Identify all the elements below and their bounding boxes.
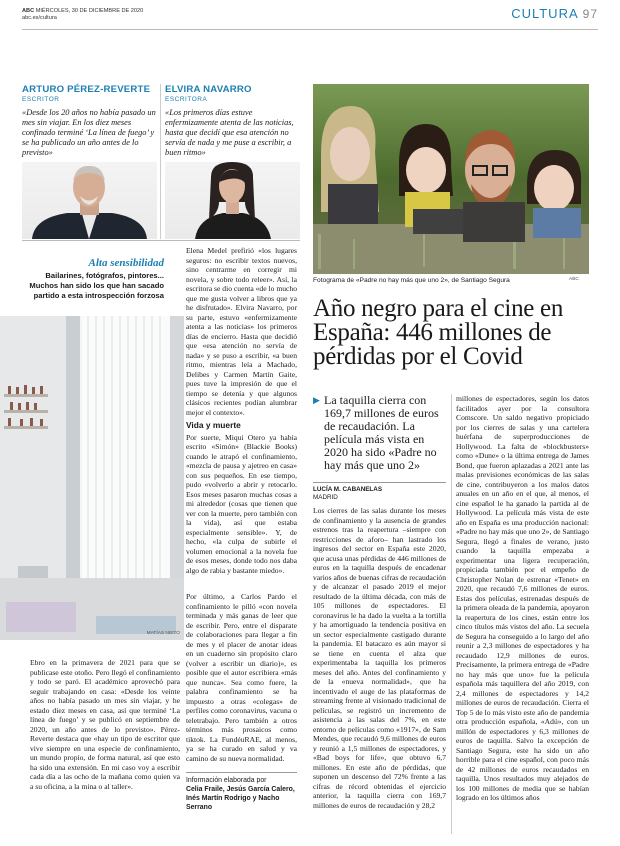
writer-card-elvira-navarro — [165, 84, 300, 158]
credits-box — [186, 772, 297, 812]
page-number: 97 — [582, 7, 598, 21]
sidebar-subhead: Vida y muerte — [186, 420, 241, 430]
dateline: MADRID — [313, 494, 338, 501]
writers-bottom-rule — [22, 240, 300, 241]
lead-triangle-icon: ▶ — [313, 395, 320, 405]
writer-name: ELVIRA NAVARRO — [165, 84, 252, 95]
section-name: CULTURA — [511, 6, 579, 21]
writer-divider — [160, 84, 161, 239]
film-still-photo — [313, 84, 589, 274]
credits-label: Información elaborada por — [186, 777, 267, 784]
author-name: LUCÍA M. CABANELAS — [313, 486, 383, 493]
writer-role: ESCRITORA — [165, 96, 208, 103]
woman-portrait-icon — [165, 162, 300, 239]
interior-window-icon — [0, 316, 184, 640]
header-rule — [22, 29, 598, 30]
photo-caption: Fotograma de «Padre no hay más que uno 2», de Santiago Segura — [313, 277, 510, 284]
section-url[interactable]: abc.es/cultura — [22, 15, 57, 21]
writer-name: ARTURO PÉREZ-REVERTE — [22, 84, 151, 95]
sidebar-photo-credit: MATÍAS NIETO — [146, 631, 180, 636]
sidebar-photo — [0, 316, 184, 640]
photo-credit: ABC — [569, 277, 579, 282]
article-headline: Año negro para el cine en España: 446 millones de pérdidas por el Covid — [313, 295, 564, 370]
credits-names: Celia Fraile, Jesús García Calero, Inés Martín Rodrigo y Nacho Serrano — [186, 786, 295, 811]
article-byline — [313, 482, 446, 502]
writer-quote: «Los primeros días estuve enfermizamente atenta de las noticias, hasta que decidí que esa atención no servía de nada y me puse a escribir, a buen ritmo» — [165, 108, 294, 157]
sidebar-column-2 — [186, 246, 297, 575]
masthead-info — [22, 8, 143, 22]
article-column-2 — [456, 394, 589, 803]
family-lying-in-grass-icon — [313, 84, 589, 274]
portrait-elvira-navarro — [165, 162, 300, 239]
section-header — [511, 6, 598, 21]
portrait-perez-reverte — [22, 162, 157, 239]
writer-role: ESCRITOR — [22, 96, 60, 103]
lead-text: La taquilla cierra con 169,7 millones de euros de recaudación. La película más vista en 2020 ha sido «Padre no hay más que uno 2» — [324, 393, 439, 472]
sidebar-heading — [22, 257, 164, 301]
writer-card-perez-reverte — [22, 84, 157, 158]
brand-name: ABC — [22, 8, 35, 14]
writer-quote: «Desde los 20 años no había pasado un mes sin viajar. En los diez meses confinado terminé ‘La línea de fuego’ y se ha publicado un año antes de lo previsto» — [22, 108, 156, 157]
sidebar-column-2-cont — [186, 592, 297, 763]
sidebar-paragraph: Por suerte, Miqui Otero ya había escrito «Simón» (Blackie Books) cuando le atrapó el confinamiento, «mezcla de pausa y ajetreo en casa» con sus pequeños. En ese tiempo, pudo «volverlo a abrir y retocarlo. Esos meses pasaron muchas cosas a mi alrededor (cosas que tienen que ver con la muerte, pero también con la vida), así que estaba especialmente sensible». Y, de hecho, «la culpa de subirle el volumen emocional a la novela fue de esos meses, donde todo nos daba algo de rabia y bastante miedo». — [186, 432, 297, 575]
sidebar-paragraph: Por último, a Carlos Pardo el confinamiento le pilló «con novela terminada y más ganas de leer que de escribir. Pero, entre el disparate de colaboraciones para llegar a fin de mes y el placer de anotar ideas en un cuaderno sin propósito claro (volver a escribir un diario)», es posible que el autor escribiera «más que nunca». Sea como fuere, la palabra confinamiento se ha impuesto a otras «colegas» de perfiles como coronavirus, vacuna o teletrabajo. Pero también a otros términos más prosaicos como tiktok. La FundéuRAE, al menos, ya se ha curado en salud y va camino de su nueva normalidad. — [186, 592, 297, 763]
sidebar-title: Alta sensibilidad — [88, 257, 164, 269]
issue-date: MIÉRCOLES, 30 DE DICIEMBRE DE 2020 — [35, 8, 144, 14]
sidebar-column-1 — [30, 658, 180, 791]
article-paragraph: Los cierres de las salas durante los meses de confinamiento y la ausencia de grandes estrenos tras la reapertura –siempre con restricciones de aforo– han lastrado los ingresos del sector en España este 2020, que acusa unas pérdidas de 446 millones de euros en la taquilla después de encadenar varios años de buenas cifras de recaudación y de alcanzar el pasado 2019 el mejor resultado de la última década, con más de 105 millones de espectadores. El coronavirus le ha dado la vuelta a la tortilla y ha amortiguado la tendencia positiva en un sector especialmente castigado durante la pandemia. El batacazo es aún mayor si se tiene en cuenta el alza que experimentaba la taquilla los primeros meses del año. Antes del confinamiento y de la «nueva normalidad», que ha incentivado el auge de las plataformas de streaming frente al visionado tradicional de películas, se registró un incremento de asistencia a las salas del 7%, en este entorno de películas como «1917», de Sam Mendes, que recaudó 9,6 millones de euros y reunió a 1,5 millones de espectadores, y «Bad boys for life», que obtuvo 6,7 millones. En este año de pérdidas, que suponen un descenso del 72% frente a las cifras de récord obtenidas el ejercicio anterior, la taquilla cierra con 169,7 millones de euros de recaudación y 28,2 — [313, 506, 446, 810]
article-column-1 — [313, 506, 446, 810]
sidebar-paragraph: Ebro en la primavera de 2021 para que se publicase este otoño. Pero llegó el confinamiento y todo se paró. El académico aprovechó para seguir trabajando en casa: «Desde los veinte años no había pasado un mes sin viajar, y he estado diez meses en casa, así que terminé ‘La línea de fuego’ y se publicó en septiembre de 2020, un año antes de lo previsto». Pérez-Reverte destaca que «hay un tipo de escritor que vive siempre en una especie de confinamiento, un mundo propio, de forma natural, así que esto ha sido una extensión. En mi caso voy a escribir cada día a las ocho de la mañana como quien va a su oficina, a la mina o al taller». — [30, 658, 180, 791]
man-portrait-icon — [22, 162, 157, 239]
article-lead — [313, 394, 446, 472]
sidebar-paragraph: Elena Medel prefirió «los lugares seguros: no escribir textos nuevos, sino centrarme en corregir mi novela, y sobre todo releer». Así, la escritora se dio cuenta «de lo mucho que me gusta volver a libros que ya he disfrutado». Elvira Navarro, por su parte, estuvo «enfermizamente atenta a las noticias» los primeros días de encierro. Hasta que decidió que «esa atención no servía de nada» y se puso a escribir, «a buen ritmo, mientras leía a Machado, Delibes y Carmen Martín Gaite, pues tuve la impresión de que el tiempo se detenía y que algunos clásicos recientes podían alumbrar mejor el contexto». — [186, 246, 297, 417]
sidebar-subtitle: Bailarines, fotógrafos, pintores... Muchos han sido los que han sacado partido a esta introspección forzosa — [29, 271, 164, 300]
article-paragraph: millones de espectadores, según los datos facilitados ayer por la consultora Comscore. Un saldo negativo propiciado por los cierres de salas y una cartelera huérfana de superproducciones de Hollywood. La falta de «blockbusters» como «Dune» o la última entrega de James Bond, que fueron aplazadas a 2021 ante las malas previsiones económicas de las salas de cine, contribuyeron a los malos datos anuales en un año en el que, al menos, el cine español le ha ganado la partida al de Hollywood. La película más vista de este año en España es una producción nacional: «Padre no hay más que uno 2», de Santiago Segura, llegó a finales de verano, justo cuando la taquilla empezaba a experimentar una ligera recuperación, propiciada también por el empeño de Christopher Nolan de estrenar «Tenet» en 2020, que recaudó 7,6 millones de euros. Estas dos películas, estrenadas después de la primera oleada de la pandemia, apoyaron la reapertura de los cines, están entre los cinco títulos más vistos del año. La secuela de Segura ha conseguido a lo largo del año reunir a 2,3 millones de espectadores y ha recaudado 12,9 millones de euros. Precisamente, la primera entrega de «Padre no hay más que uno» fue la película española más taquillera del año 2019, con 2,4 millones de espectadores y 14,2 millones de euros de recaudación. Cierra el Top 5 de lo más visto este año de pandemia otra producción española, «Adú», con un millón de espectadores y 6,3 millones de euros de taquilla. Salvo la excepción de Santiago Segura, este ha sido un año horrible para el cine español, con poco más de 42 millones de euros recaudados en taquilla. Unos resultados muy alejados de los 100 millones de media que se habían logrado en los últimos años — [456, 394, 589, 802]
column-divider — [451, 394, 452, 834]
